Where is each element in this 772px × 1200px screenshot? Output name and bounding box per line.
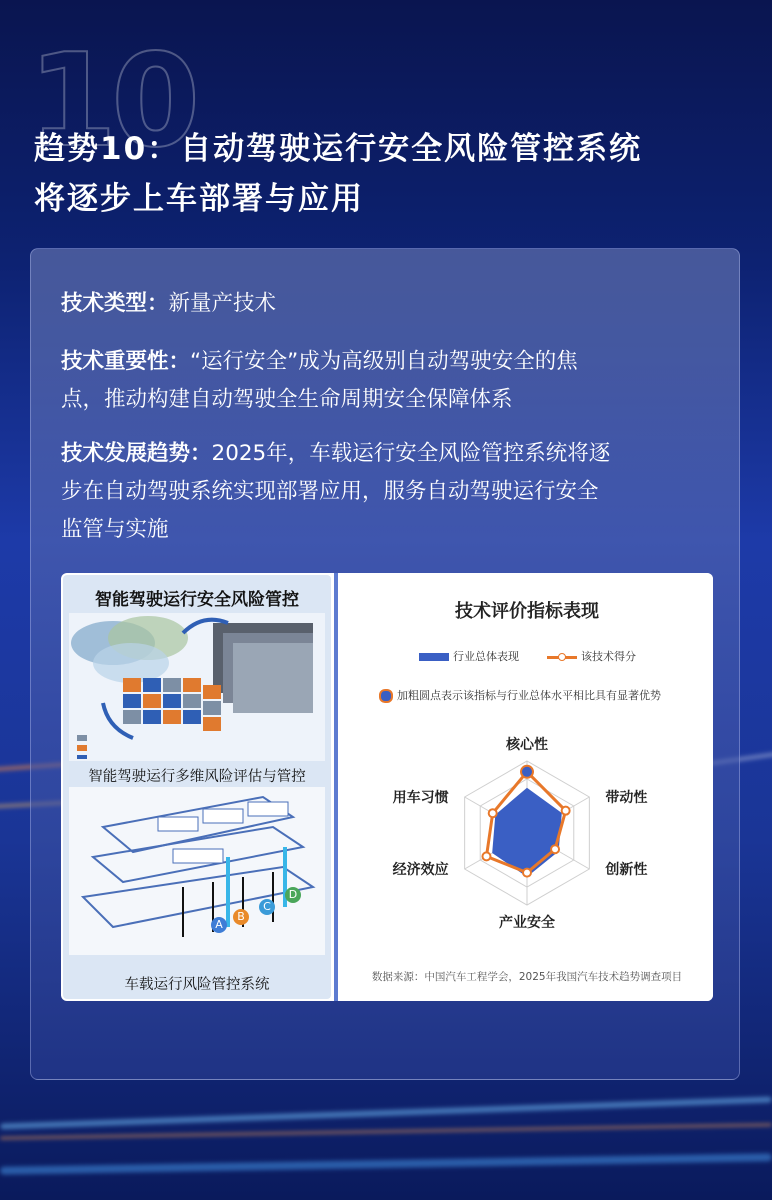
importance-line-2: 点，推动构建自动驾驶全生命周期安全保障体系 — [61, 387, 513, 412]
importance-line-1: “运行安全”成为高级别自动驾驶安全的焦 — [190, 349, 578, 374]
marker-b: B — [233, 909, 249, 925]
figure-divider — [334, 573, 338, 1001]
score-point-5 — [489, 809, 497, 817]
marker-d: D — [285, 887, 301, 903]
title-line-2: 将逐步上车部署与应用 — [34, 181, 364, 217]
legend-industry-label: 行业总体表现 — [453, 650, 519, 663]
left-figure — [63, 575, 331, 999]
risk-assessment-diagram — [63, 613, 331, 763]
figure — [61, 573, 713, 1001]
highlight-dot-icon — [379, 689, 393, 703]
legend-industry — [419, 648, 519, 664]
trend-line-2: 步在自动驾驶系统实现部署应用，服务自动驾驶运行安全 — [61, 479, 599, 504]
legend-note — [379, 687, 661, 703]
tech-importance — [61, 343, 721, 419]
legend-score-label: 该技术得分 — [581, 650, 636, 663]
axis-label-2: 创新性 — [605, 862, 648, 878]
tech-type-value: 新量产技术 — [168, 291, 277, 316]
legend-score — [547, 648, 636, 664]
trend-line-1: 2025年，车载运行安全风险管控系统将逐 — [211, 441, 611, 466]
score-point-2 — [551, 845, 559, 853]
content-panel — [30, 248, 740, 1080]
chart-source: 数据来源：中国汽车工程学会，2025年我国汽车技术趋势调查项目 — [371, 971, 683, 983]
legend-industry-swatch — [419, 653, 449, 661]
score-point-1 — [562, 807, 570, 815]
axis-label-0: 核心性 — [506, 737, 548, 753]
legend-note-text: 加粗圆点表示该指标与行业总体水平相比具有显著优势 — [397, 689, 661, 702]
trend-number-watermark: 10 — [28, 27, 195, 176]
axis-label-1: 带动性 — [605, 790, 648, 806]
radar-chart — [341, 703, 713, 963]
page-title — [34, 124, 754, 224]
right-figure — [341, 573, 713, 1001]
score-point-4 — [482, 852, 490, 860]
score-point-0 — [521, 766, 533, 778]
vehicle-system-diagram — [63, 787, 331, 957]
chart-title: 技术评价指标表现 — [455, 601, 599, 622]
trend-line-3: 监管与实施 — [61, 517, 169, 542]
title-line-1: 趋势10：自动驾驶运行安全风险管控系统 — [34, 131, 643, 167]
left-figure-title: 智能驾驶运行安全风险管控 — [95, 590, 299, 610]
tech-type-label: 技术类型： — [61, 291, 169, 316]
axis-label-4: 经济效应 — [392, 862, 449, 878]
trend-label: 技术发展趋势： — [61, 441, 212, 466]
score-point-3 — [523, 869, 531, 877]
marker-c: C — [259, 899, 275, 915]
axis-label-5: 用车习惯 — [392, 790, 449, 806]
axis-label-3: 产业安全 — [499, 915, 555, 931]
marker-a: A — [211, 917, 227, 933]
tech-type — [61, 285, 721, 323]
left-caption-bottom: 车载运行风险管控系统 — [124, 977, 270, 993]
tech-trend — [61, 435, 721, 549]
legend-score-swatch — [547, 656, 577, 659]
importance-label: 技术重要性： — [61, 349, 191, 374]
left-caption-top: 智能驾驶运行多维风险评估与管控 — [88, 769, 306, 785]
